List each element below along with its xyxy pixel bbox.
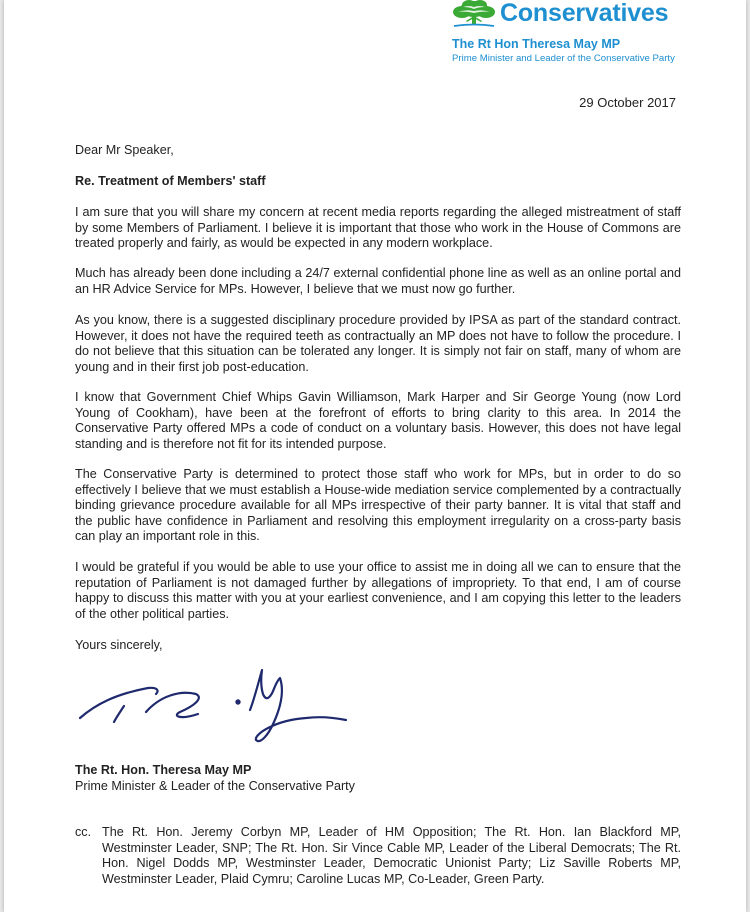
letterhead-name: The Rt Hon Theresa May MP	[452, 37, 621, 51]
letterhead	[452, 0, 742, 66]
cc-recipients: The Rt. Hon. Jeremy Corbyn MP, Leader of HM Opposition; The Rt. Hon. Ian Blackford MP, Westminster Leader, SNP; The Rt. Hon. Sir Vince Cable MP, Leader of the Liberal Democrats; The Rt. Hon. Nigel Dodds MP, Westminster Leader, Democratic Unionist Party; Liz Saville Roberts MP, Westminster Leader, Plaid Cymru; Caroline Lucas MP, Co-Leader, Green Party.	[102, 825, 681, 886]
subject-line: Re. Treatment of Members' staff	[75, 174, 266, 188]
conservatives-logo	[452, 0, 668, 30]
closing: Yours sincerely,	[75, 638, 163, 652]
cc-label: cc.	[75, 825, 92, 839]
letter-page	[4, 0, 746, 912]
paragraph-6: I would be grateful if you would be able to use your office to assist me in doing all we can to ensure that the reputation of Parliament is not damaged further by allegations of impropriety. To that end, I am of course happy to discuss this matter with you at your earliest convenience, and I am copying this letter to the leaders of the other political parties.	[75, 560, 681, 621]
cc-list	[75, 825, 681, 887]
signatory-name: The Rt. Hon. Theresa May MP	[75, 763, 252, 777]
paragraph-2: Much has already been done including a 24/7 external confidential phone line as well as an online portal and an HR Advice Service for MPs. However, I believe that we must now go further.	[75, 266, 681, 296]
paragraph-5: The Conservative Party is determined to protect those staff who work for MPs, but in order to do so effectively I believe that we must establish a House-wide mediation service complemented by a contractually binding grievance procedure available for all MPs irrespective of their party banner. It is vital that staff and the public have confidence in Parliament and resolving this employment irregularity on a cross-party basis can play an important role in this.	[75, 467, 681, 543]
paragraph-3: As you know, there is a suggested disciplinary procedure provided by IPSA as part of the standard contract. However, it does not have the required teeth as contractually an MP does not have to follow the procedure. I do not believe that this situation can be tolerated any longer. It is simply not fair on staff, many of whom are young and in their first job post-education.	[75, 313, 681, 374]
salutation: Dear Mr Speaker,	[75, 143, 174, 157]
oak-tree-icon	[452, 0, 496, 28]
paragraph-1: I am sure that you will share my concern at recent media reports regarding the alleged mistreatment of staff by some Members of Parliament. I believe it is important that those who work in the House of Commons are treated properly and fairly, as would be expected in any modern workplace.	[75, 205, 681, 250]
handwritten-signature	[76, 660, 356, 750]
signatory-title: Prime Minister & Leader of the Conservative Party	[75, 779, 355, 793]
brand-wordmark: Conservatives	[500, 0, 669, 27]
letterhead-title: Prime Minister and Leader of the Conservative Party	[452, 53, 675, 64]
paragraph-4: I know that Government Chief Whips Gavin Williamson, Mark Harper and Sir George Young (now Lord Young of Cookham), have been at the forefront of efforts to bring clarity to this area. In 2014 the Conservative Party offered MPs a code of conduct on a voluntary basis. However, this does not have legal standing and is therefore not fit for its intended purpose.	[75, 390, 681, 451]
letter-date: 29 October 2017	[579, 95, 676, 110]
